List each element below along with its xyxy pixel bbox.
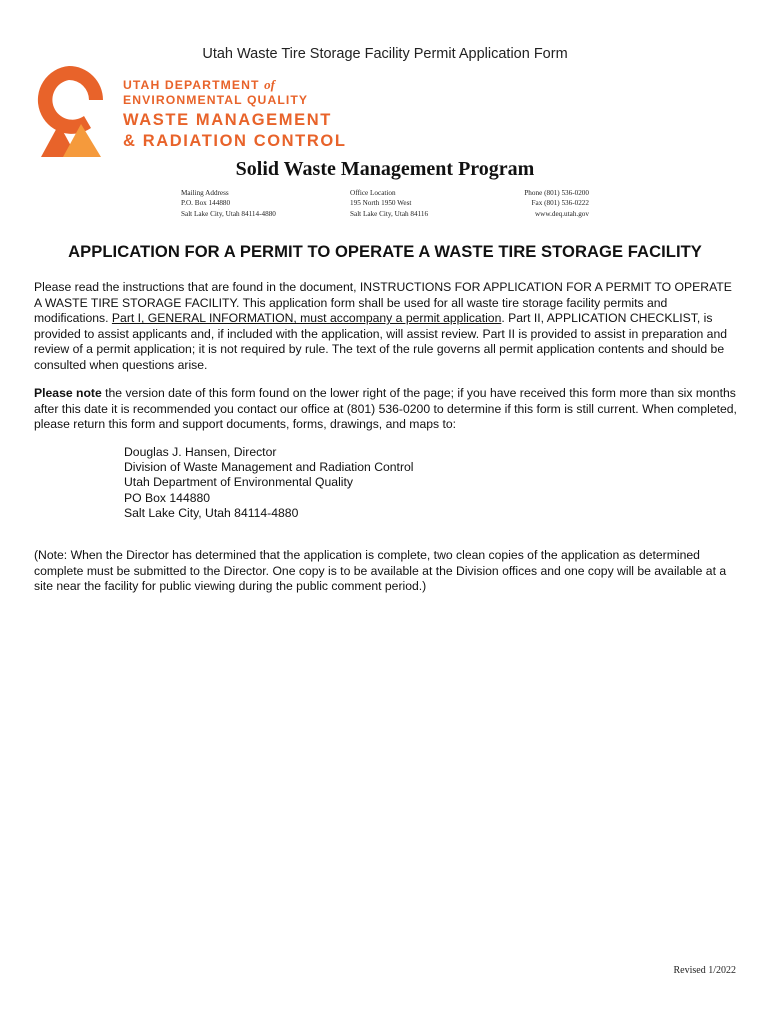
agency-line-1: UTAH DEPARTMENT of: [123, 77, 275, 92]
deq-logo-icon: [33, 64, 105, 159]
division-line-2: & RADIATION CONTROL: [123, 131, 347, 150]
instructions-paragraph: Please read the instructions that are found in the document, INSTRUCTIONS FOR APPLICATION FOR A PERMIT TO OPERATE A WASTE TIRE STORAGE FACILITY. This application form shall be used for all waste tire storage facility permits and modifications. Part I, GENERAL INFORMATION, must accompany a permit application. Part II, APPLICATION CHECKLIST, is provided to assist applicants and, if included with the application, will assist review. Part II is provided to assist in preparation and review of a permit application; it is not required by rule. The text of the rule governs all permit application contents and should be consulted when questions arise.: [34, 280, 732, 372]
agency-line-2: ENVIRONMENTAL QUALITY: [123, 93, 309, 108]
revision-date: Revised 1/2022: [673, 965, 736, 976]
document-title: Utah Waste Tire Storage Facility Permit Application Form: [202, 46, 568, 62]
phone-block: Phone (801) 536-0200 Fax (801) 536-0222 www.deq.utah.gov: [524, 189, 589, 218]
application-heading: APPLICATION FOR A PERMIT TO OPERATE A WASTE TIRE STORAGE FACILITY: [68, 242, 702, 261]
office-location-block: Office Location 195 North 1950 West Salt Lake City, Utah 84116: [350, 189, 429, 218]
note-paragraph: (Note: When the Director has determined that the application is complete, two clean copies of the application as determined complete must be submitted to the Director. One copy is to be available at the Division offices and one copy will be available at a site near the facility for public viewing during the public comment period.): [34, 548, 727, 594]
logo-ring: [38, 66, 103, 134]
please-note-paragraph: Please note the version date of this form found on the lower right of the page; if you have received this form more than six months after this date it is recommended you contact our office at (801) 536-0200 to determine if this form is still current. When completed, please return this form and support documents, forms, drawings, and maps to:: [34, 386, 737, 432]
agency-name: [123, 78, 347, 149]
mailing-address-block: Mailing Address P.O. Box 144880 Salt Lake City, Utah 84114-4880: [181, 189, 276, 218]
return-address: Douglas J. Hansen, Director Division of Waste Management and Radiation Control Utah Department of Environmental Quality PO Box 144880 Salt Lake City, Utah 84114-4880: [124, 445, 414, 520]
program-title: Solid Waste Management Program: [235, 158, 535, 180]
division-line-1: WASTE MANAGEMENT: [123, 111, 332, 130]
